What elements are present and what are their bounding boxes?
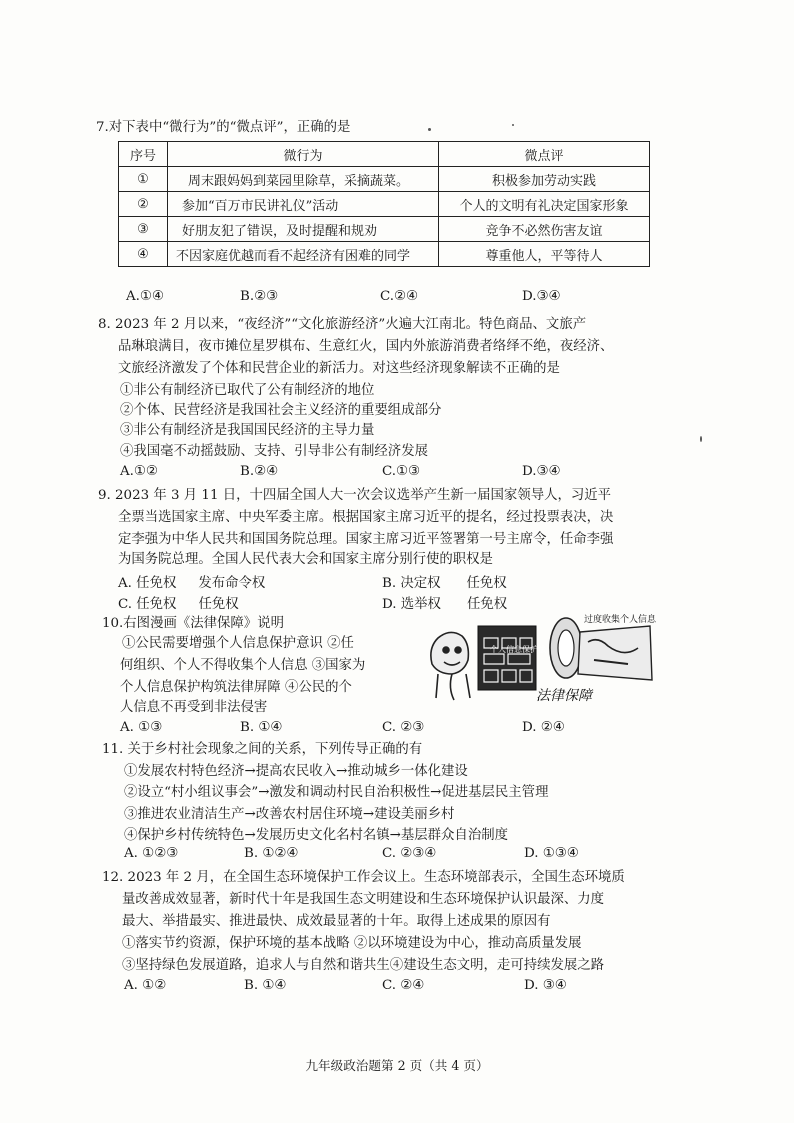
q10-line: 个人信息保护构筑法律屏障 ④公民的个 [120, 680, 352, 695]
column-header: 微点评 [439, 142, 650, 167]
scan-speck [700, 436, 702, 442]
q8-item: ④我国毫不动摇鼓励、支持、引导非公有制经济发展 [120, 444, 428, 459]
q8-item: ①非公有制经济已取代了公有制经济的地位 [120, 383, 375, 398]
q9-line: 为国务院总理。全国人民代表大会和国家主席分别行使的职权是 [118, 552, 493, 567]
q8-option-c: C.①③ [382, 464, 421, 479]
q11-item: ②设立“村小组议事会”→激发和调动村民自治积极性→促进基层民主管理 [124, 785, 549, 800]
q9-option-a: A. 任免权 发布命令权 [118, 576, 266, 591]
q9-line: 定李强为中华人民共和国国务院总理。国家主席习近平签署第一号主席令，任命李强 [118, 532, 614, 547]
cartoon-illustration [428, 608, 664, 702]
cartoon-caption: 法律保障 [536, 688, 592, 702]
table-cell: 竞争不必然伤害友谊 [439, 217, 650, 242]
q8-line: 8. 2023 年 2 月以来，“夜经济”“文化旅游经济”火遍大江南北。特色商品、文旅产 [98, 317, 587, 332]
q8-item: ③非公有制经济是我国国民经济的主导力量 [120, 423, 375, 438]
cartoon-wall-label: 个人信息保护法 [490, 645, 546, 654]
q11-option-d: D. ①③④ [524, 846, 579, 861]
q8-line: 文旅经济激发了个体和民营企业的新活力。对这些经济现象解读不正确的是 [118, 361, 560, 376]
q7-stem: 7.对下表中“微行为”的“微点评”，正确的是 [96, 120, 351, 135]
q10-line: 何组织、个人不得收集个人信息 ③国家为 [120, 658, 366, 673]
table-cell: 周末跟妈妈到菜园里除草，采摘蔬菜。 [168, 167, 439, 192]
table-row [119, 167, 650, 192]
q11-option-b: B. ①②④ [244, 846, 299, 861]
table-cell: ④ [119, 242, 168, 267]
q7-option-a: A.①④ [126, 289, 164, 304]
table-row [119, 192, 650, 217]
q10-line: 人信息不再受到非法侵害 [120, 700, 268, 715]
q12-option-b: B. ①④ [244, 978, 287, 993]
q12-option-c: C. ②④ [382, 978, 425, 993]
q11-item: ④保护乡村传统特色→发展历史文化名村名镇→基层群众自治制度 [124, 828, 508, 843]
q8-option-d: D.③④ [522, 464, 561, 479]
q9-option-b: B. 决定权 任免权 [382, 576, 507, 591]
q7-option-b: B.②③ [240, 289, 279, 304]
q9-option-c: C. 任免权 任免权 [118, 597, 239, 612]
page-footer: 九年级政治题第 2 页（共 4 页） [305, 1058, 489, 1073]
q9-line: 9. 2023 年 3 月 11 日，十四届全国人大一次会议选举产生新一届国家领导人，习近平 [98, 488, 612, 503]
q12-line: ①落实节约资源，保护环境的基本战略 ②以环境建设为中心，推动高质量发展 [122, 936, 582, 951]
table-row [119, 242, 650, 267]
q12-line: 量改善成效显著，新时代十年是我国生态文明建设和生态环境保护认识最深、力度 [122, 892, 605, 907]
table-row [119, 217, 650, 242]
q10-option-a: A. ①③ [120, 720, 163, 735]
q12-option-d: D. ③④ [524, 978, 567, 993]
scan-speck [428, 128, 431, 131]
q7-table [118, 141, 650, 267]
q9-option-d: D. 选举权 任免权 [382, 597, 508, 612]
table-cell: ② [119, 192, 168, 217]
table-cell: 参加“百万市民讲礼仪”活动 [168, 192, 439, 217]
q8-item: ②个体、民营经济是我国社会主义经济的重要组成部分 [120, 403, 442, 418]
table-cell: ① [119, 167, 168, 192]
q11-stem: 11. 关于乡村社会现象之间的关系，下列传导正确的有 [102, 742, 423, 757]
q11-item: ①发展农村特色经济→提高农民收入→推动城乡一体化建设 [124, 764, 468, 779]
q7-option-c: C.②④ [380, 289, 419, 304]
table-cell: ③ [119, 217, 168, 242]
legal-protection-cartoon [428, 608, 664, 702]
table-cell: 不因家庭优越而看不起经济有困难的同学 [168, 242, 439, 267]
q10-line: 10.右图漫画《法律保障》说明 [102, 616, 284, 631]
column-header: 微行为 [168, 142, 439, 167]
q11-option-c: C. ②③④ [382, 846, 437, 861]
q9-line: 全票当选国家主席、中央军委主席。根据国家主席习近平的提名，经过投票表决，决 [118, 510, 614, 525]
q8-option-b: B.②④ [240, 464, 279, 479]
q10-option-d: D. ②④ [522, 720, 565, 735]
q12-line: ③坚持绿色发展道路，追求人与自然和谐共生④建设生态文明，走可持续发展之路 [122, 958, 605, 973]
q10-option-b: B. ①④ [240, 720, 283, 735]
q8-line: 品琳琅满目，夜市摊位星罗棋布、生意红火，国内外旅游消费者络绎不绝，夜经济、 [118, 339, 614, 354]
table-header-row [119, 142, 650, 167]
q12-line: 12. 2023 年 2 月，在全国生态环境保护工作会议上。生态环境部表示，全国生态环境质 [102, 870, 625, 885]
q7-option-d: D.③④ [522, 289, 561, 304]
q8-option-a: A.①② [120, 464, 158, 479]
q12-line: 最大、举措最实、推进最快、成效最显著的十年。取得上述成果的原因有 [122, 914, 551, 929]
q10-option-c: C. ②③ [382, 720, 425, 735]
q12-option-a: A. ①② [124, 978, 167, 993]
table-cell: 好朋友犯了错误，及时提醒和规劝 [168, 217, 439, 242]
q10-line: ①公民需要增强个人信息保护意识 ②任 [122, 636, 354, 651]
table-cell: 积极参加劳动实践 [439, 167, 650, 192]
cartoon-sign-text: 过度收集个人信息 [584, 615, 657, 625]
q11-option-a: A. ①②③ [124, 846, 179, 861]
table-cell: 个人的文明有礼决定国家形象 [439, 192, 650, 217]
column-header: 序号 [119, 142, 168, 167]
scan-speck [512, 124, 514, 126]
table-cell: 尊重他人，平等待人 [439, 242, 650, 267]
q11-item: ③推进农业清洁生产→改善农村居住环境→建设美丽乡村 [124, 807, 455, 822]
